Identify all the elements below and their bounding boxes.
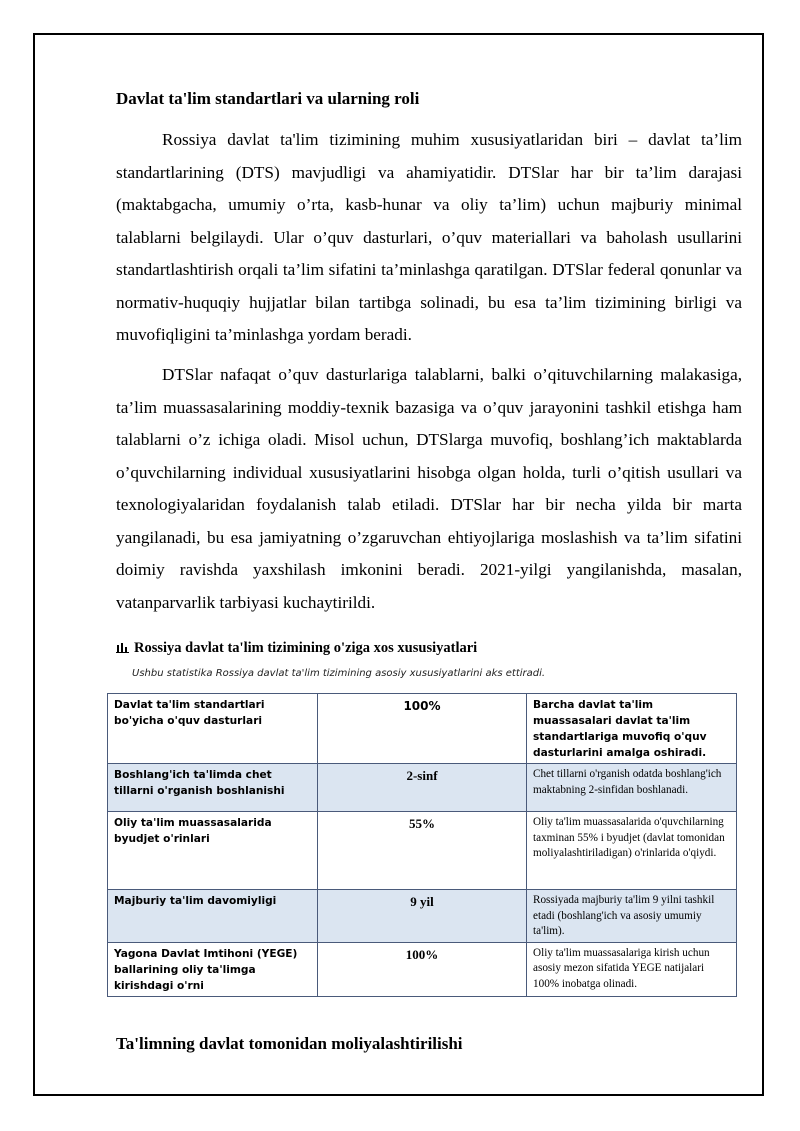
table-row [108, 694, 737, 764]
table-row [108, 812, 737, 890]
row-value: 2-sinf [318, 764, 527, 812]
section-heading-standards: Davlat ta'lim standartlari va ularning roli [116, 89, 420, 108]
stats-title [116, 638, 742, 658]
row-value: 55% [318, 812, 527, 890]
stats-table [107, 693, 737, 997]
paragraph-2: DTSlar nafaqat o’quv dasturlariga talablarni, balki o’qituvchilarning malakasiga, ta’lim muassasalarining moddiy-texnik bazasiga va o’quv jarayonini tashkil etishga ham talablarni o’z ichiga oladi. Misol uchun, DTSlarga muvofiq, boshlang’ich maktablarda o’quvchilarning individual xususiyatlarini hisobga olgan holda, turli o’qitish usullari va texnologiyalaridan foydalanish talab etiladi. DTSlar har bir necha yilda bir marta yangilanadi, bu esa jamiyatning o’zgaruvchan ehtiyojlariga moslashish va ta’lim sifatini doimiy ravishda yaxshilash imkonini beradi. 2021-yilgi yangilanishda, masalan, vatanparvarlik tarbiyasi kuchaytirildi. [116, 365, 742, 612]
row-label: Yagona Davlat Imtihoni (YEGE) ballarining oliy ta'limga kirishdagi o'rni [108, 942, 318, 996]
row-note: Chet tillarni o'rganish odatda boshlang'ich maktabning 2-sinfidan boshlanadi. [527, 764, 737, 812]
row-label: Majburiy ta'lim davomiyligi [108, 890, 318, 943]
row-value: 100% [318, 942, 527, 996]
row-label: Oliy ta'lim muassasalarida byudjet o'rinlari [108, 812, 318, 890]
row-label: Davlat ta'lim standartlari bo'yicha o'quv dasturlari [108, 694, 318, 764]
row-note: Oliy ta'lim muassasalariga kirish uchun asosiy mezon sifatida YEGE natijalari 100% inobatga olinadi. [527, 942, 737, 996]
row-note: Barcha davlat ta'lim muassasalari davlat ta'lim standartlariga muvofiq o'quv dasturlarini amalga oshiradi. [527, 694, 737, 764]
row-value: 100% [318, 694, 527, 764]
row-note: Rossiyada majburiy ta'lim 9 yilni tashkil etadi (boshlang'ich va asosiy umumiy ta'lim). [527, 890, 737, 943]
table-row [108, 942, 737, 996]
bar-chart-icon [116, 642, 129, 653]
table-row [108, 764, 737, 812]
row-label: Boshlang'ich ta'limda chet tillarni o'rganish boshlanishi [108, 764, 318, 812]
row-value: 9 yil [318, 890, 527, 943]
paragraph-1: Rossiya davlat ta'lim tizimining muhim xususiyatlaridan biri – davlat ta’lim standartlarining (DTS) mavjudligi va ahamiyatidir. DTSlar har bir ta’lim darajasi (maktabgacha, umumiy o’rta, kasb-hunar va oliy ta’lim) uchun majburiy minimal talablarni belgilaydi. Ular o’quv dasturlari, o’quv materiallari va baholash usullarini standartlashtirish orqali ta’lim sifatini ta’minlashga qaratilgan. DTSlar federal qonunlar va normativ-huquqiy hujjatlar bilan tartibga solinadi, bu esa ta’lim tizimining birligi va muvofiqligini ta’minlashga yordam beradi. [116, 130, 742, 344]
section-heading-funding: Ta'limning davlat tomonidan moliyalashtirilishi [116, 1034, 463, 1053]
table-row [108, 890, 737, 943]
stats-subtitle: Ushbu statistika Rossiya davlat ta'lim tizimining asosiy xususiyatlarini aks ettiradi. [132, 668, 546, 679]
stats-title-text: Rossiya davlat ta'lim tizimining o'ziga xos xususiyatlari [134, 640, 478, 656]
row-note: Oliy ta'lim muassasalarida o'quvchilarning taxminan 55% i byudjet (davlat tomonidan moliyalashtiriladigan) o'rinlarida o'qiydi. [527, 812, 737, 890]
